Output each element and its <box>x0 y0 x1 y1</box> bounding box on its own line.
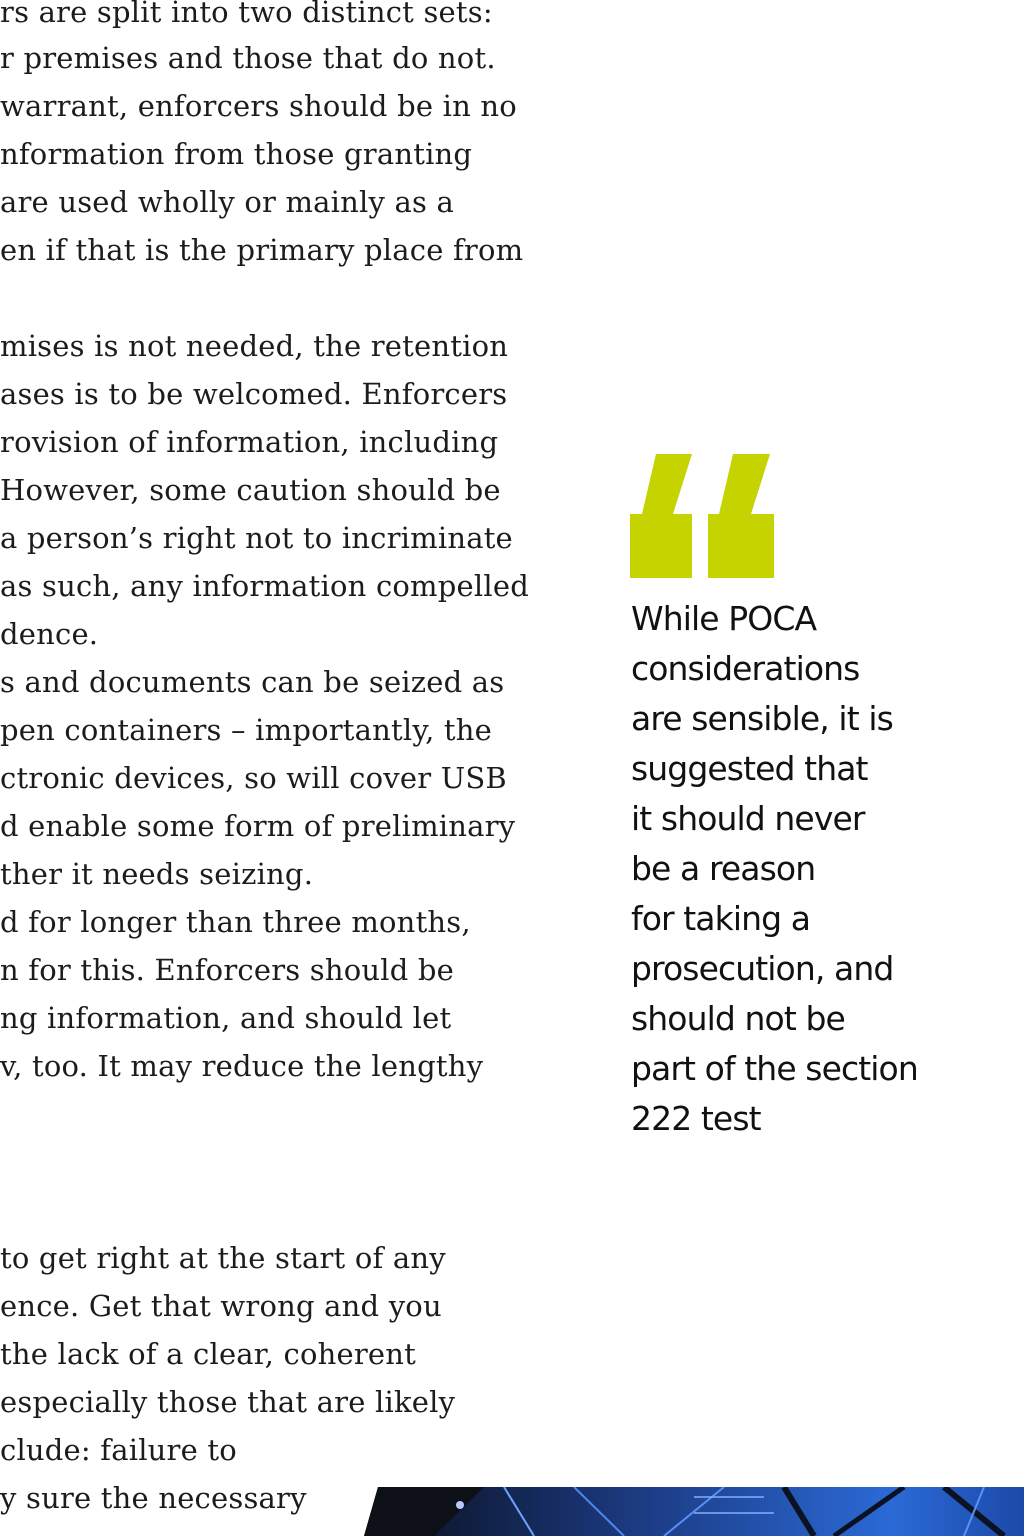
body-text-line: r premises and those that do not. <box>0 41 496 75</box>
pull-quote-line: should not be <box>631 999 845 1038</box>
body-text-line: ctronic devices, so will cover USB <box>0 761 507 795</box>
pull-quote-line: are sensible, it is <box>631 699 893 738</box>
pull-quote-line: part of the section <box>631 1049 918 1088</box>
body-text-line: y sure the necessary <box>0 1481 307 1515</box>
body-text-line: rs are split into two distinct sets: <box>0 0 493 29</box>
body-text-line: en if that is the primary place from <box>0 233 524 267</box>
body-text-line: nformation from those granting <box>0 137 473 171</box>
body-text-line: s and documents can be seized as <box>0 665 505 699</box>
pull-quote-line: prosecution, and <box>631 949 894 988</box>
body-text-line: ng information, and should let <box>0 1001 452 1035</box>
body-text-line: pen containers – importantly, the <box>0 713 493 747</box>
body-text-line: v, too. It may reduce the lengthy <box>0 1049 484 1083</box>
body-text-line: clude: failure to <box>0 1433 237 1467</box>
body-text-line: ther it needs seizing. <box>0 857 314 891</box>
body-text-line: especially those that are likely <box>0 1385 456 1419</box>
body-text-line: ence. Get that wrong and you <box>0 1289 442 1323</box>
pull-quote-line: considerations <box>631 649 860 688</box>
body-text-line: rovision of information, including <box>0 425 499 459</box>
pull-quote-line: be a reason <box>631 849 816 888</box>
body-text-line: d for longer than three months, <box>0 905 471 939</box>
body-text-line: d enable some form of preliminary <box>0 809 516 843</box>
body-text-line: to get right at the start of any <box>0 1241 446 1275</box>
quote-mark-icon <box>630 454 774 578</box>
pull-quote-line: While POCA <box>631 599 817 638</box>
pull-quote-line: suggested that <box>631 749 868 788</box>
body-text-line: the lack of a clear, coherent <box>0 1337 417 1371</box>
body-text-line: ases is to be welcomed. Enforcers <box>0 377 508 411</box>
pull-quote-line: it should never <box>631 799 865 838</box>
pull-quote <box>631 594 1011 1144</box>
body-text-line: as such, any information compelled <box>0 569 529 603</box>
body-text-line: warrant, enforcers should be in no <box>0 89 517 123</box>
architecture-photo <box>364 1487 1024 1536</box>
body-text-line: dence. <box>0 617 99 651</box>
pull-quote-line: for taking a <box>631 899 811 938</box>
body-text-line: are used wholly or mainly as a <box>0 185 454 219</box>
pull-quote-line: 222 test <box>631 1099 761 1138</box>
body-text-line: However, some caution should be <box>0 473 501 507</box>
body-text-line: a person’s right not to incriminate <box>0 521 513 555</box>
body-text-line: n for this. Enforcers should be <box>0 953 455 987</box>
body-text-line: mises is not needed, the retention <box>0 329 509 363</box>
